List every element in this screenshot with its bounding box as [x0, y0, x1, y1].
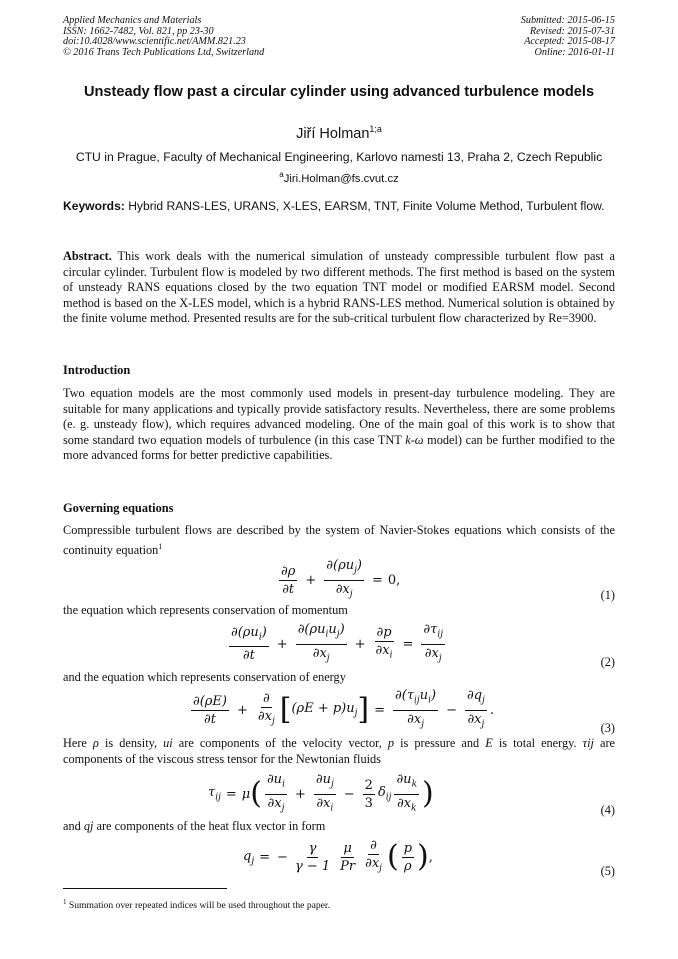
energy-text: and the equation which represents conservation of energy	[63, 670, 346, 684]
equation-heat-flux: $q_j$ = − $\frac{\gamma}{\gamma - 1}$ $\frac{\mu}{Pr}$ $\frac{\partial}{\partial x_j}$ ( $\frac{p}{\rho}$ ) ,	[243, 838, 433, 875]
revised-date: Revised: 2015-07-31	[529, 25, 615, 37]
abstract-label: Abstract.	[63, 249, 112, 263]
equation-number-4: (4)	[600, 803, 615, 817]
accepted-date: Accepted: 2015-08-17	[524, 36, 615, 48]
heat-flux-text: and qj are components of the heat flux vector in form	[63, 819, 326, 833]
author-name: Jiří Holman	[296, 125, 370, 142]
issn-line: ISSN: 1662-7482, Vol. 821, pp 23-30	[63, 25, 214, 37]
equation-number-3: (3)	[600, 721, 615, 735]
journal-name: Applied Mechanics and Materials	[63, 15, 202, 26]
equation-stress-tensor: $\tau_{ij}$ = μ ( $\frac{\partial u_i}{\partial x_j}$ + $\frac{\partial u_j}{\partial x_i}$ − $\frac{2}{3}$ $\delta_{ij}$ $\frac{\partial u_k}{\partial x_k}$ )	[208, 772, 434, 814]
email-sup: a	[279, 170, 284, 179]
affiliation: CTU in Prague, Faculty of Mechanical Engineering, Karlovo namesti 13, Praha 2, Czech Republic	[75, 150, 603, 164]
governing-heading: Governing equations	[63, 501, 174, 515]
equation-number-2: (2)	[600, 655, 615, 669]
email-line	[63, 170, 615, 185]
doi-line: doi:10.4028/www.scientific.net/AMM.821.23	[63, 36, 246, 48]
footnote-separator	[63, 888, 227, 889]
equation-number-1: (1)	[600, 588, 615, 602]
introduction-heading: Introduction	[63, 363, 131, 377]
equation-continuity: $\frac{\partial\rho}{\partial t}$ + $\frac{\partial(\rho u_j)}{\partial x_j}$ = 0,	[281, 558, 401, 600]
author-sup: 1;a	[369, 124, 382, 134]
submission-dates	[521, 16, 615, 58]
keywords-text: Hybrid RANS-LES, URANS, X-LES, EARSM, TNT, Finite Volume Method, Turbulent flow.	[124, 199, 605, 213]
online-date: Online: 2016-01-11	[534, 46, 615, 58]
keywords-label: Keywords:	[63, 199, 125, 213]
abstract	[63, 249, 615, 327]
copyright-line: © 2016 Trans Tech Publications Ltd, Switzerland	[63, 46, 265, 58]
equation-momentum: $\frac{\partial(\rho u_i)}{\partial t}$ + $\frac{\partial(\rho u_iu_j)}{\partial x_j}$ + $\frac{\partial p}{\partial x_i}$ = $\frac{\partial\tau_{ij}}{\partial x_j}$	[231, 622, 443, 664]
abstract-text: This work deals with the numerical simulation of unsteady compressible turbulent flow past a circular cylinder. Turbulent flow is modeled by two different methods. The first method is based on the system of unsteady RANS equations closed by the two equation TNT model or modified EARSM model. Second method is based on the X-LES model, which is a hybrid RANS-LES method. Numerical solution is obtained by the finite volume method. Presented results are for the sub-critical turbulent flow characterized by Re=3900.	[63, 249, 615, 326]
equation-energy: $\frac{\partial(\rho E)}{\partial t}$ + $\frac{\partial}{\partial x_j}$ [ $(\rho E + p)u_j$ ] = $\frac{\partial(\tau_{ij}u_i)}{\partial x_j}$ − $\frac{\partial q_j}{\partial x_j}$ .	[193, 688, 494, 730]
equation-number-5: (5)	[600, 864, 615, 878]
variables-text: Here ρ is density, ui are components of the velocity vector, p is pressure and E is total energy. τij are components of the viscous stress tensor for the Newtonian fluids	[63, 736, 615, 766]
submitted-date: Submitted: 2015-06-15	[520, 15, 615, 26]
introduction-text: Two equation models are the most commonly used models in present-day turbulence modeling. They are suitable for many applications and typically provide satisfactory results. Nevertheless, there are some problems (e. g. unsteady flow), which requires advanced modeling. One of the main goal of this work is to show that some standard two equation models of turbulence (in this case TNT k-ω model) can be further modified to the more advanced forms for better predictive capabilities.	[63, 386, 615, 463]
email-address: Jiri.Holman@fs.cvut.cz	[283, 172, 399, 185]
journal-info	[63, 16, 264, 58]
footnote: $^1$ Summation over repeated indices will be used throughout the paper.	[63, 898, 330, 912]
keywords	[63, 199, 615, 215]
momentum-text: the equation which represents conservation of momentum	[63, 603, 348, 617]
author-line	[63, 124, 615, 142]
governing-intro: Compressible turbulent flows are described by the system of Navier-Stokes equations which consists of the continuity equation$^1$	[63, 523, 615, 557]
paper-title: Unsteady flow past a circular cylinder using advanced turbulence models	[83, 84, 595, 100]
